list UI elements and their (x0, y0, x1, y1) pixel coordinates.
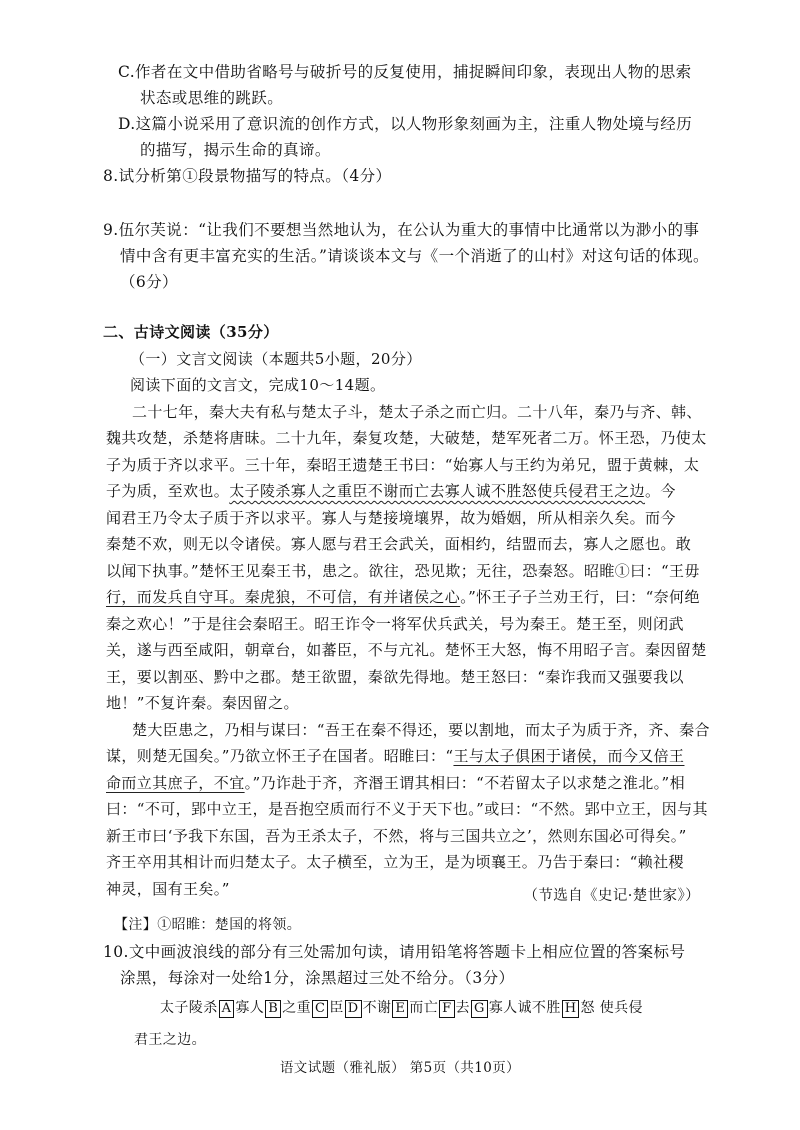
passage-text: 谋，则楚无国矣。”乃欲立怀王子在国者。昭睢曰：“ (106, 747, 454, 765)
answer-box-f[interactable]: F (439, 1000, 454, 1018)
sentence-segment: 怒 (580, 1000, 595, 1016)
question-9-line2: 情中含有更丰富充实的生活。”请谈谈本文与《一个消逝了的山村》对这句话的体现。 (120, 247, 709, 265)
subsection-title: （一）文言文阅读（本题共5小题，20分） (130, 350, 422, 368)
answer-box-e[interactable]: E (392, 1000, 408, 1018)
sentence-segment: 而亡 (409, 1000, 439, 1016)
passage-line: 关，遂与西至咸阳，朝章台，如蕃臣，不与亢礼。楚怀王大怒，悔不用昭子言。秦因留楚 (106, 641, 707, 659)
sentence-segment: 太子陵杀 (160, 1000, 218, 1016)
passage-line: 地！”不复许秦。秦因留之。 (106, 694, 299, 712)
passage-text: 。”怀王子子兰劝王行，曰：“奈何绝 (460, 588, 700, 606)
passage-line: 神灵，国有王矣。” (106, 880, 230, 898)
instruction: 阅读下面的文言文，完成10～14题。 (130, 376, 386, 394)
punctuation-answer-line: 君王之边。 (134, 1032, 206, 1048)
passage-line (106, 746, 684, 766)
passage-line: 曰：“不可，郢中立王，是吾抱空质而行不义于天下也。”或曰：“不然。郢中立王，因与其 (106, 800, 708, 818)
passage-line: 魏共攻楚，杀楚将唐昧。二十九年，秦复攻楚，大破楚，楚军死者二万。怀王恐，乃使太 (106, 429, 707, 447)
answer-box-h[interactable]: H (562, 1000, 580, 1018)
passage-line: 秦楚不欢，则无以令诸侯。寡人愿与君王会武关，面相约，结盟而去，寡人之愿也。敢 (106, 535, 692, 553)
underlined-sentence: 行，而发兵自守耳。秦虎狼，不可信，有并诸侯之心 (106, 588, 461, 606)
passage-line: 以闻下执事。”楚怀王见秦王书，患之。欲往，恐见欺；无往，恐秦怒。昭睢①曰：“王毋 (106, 562, 700, 580)
passage-line: 闻君王乃令太子质于齐以求平。寡人与楚接境壤界，故为婚姻，所从相亲久矣。而今 (106, 509, 676, 527)
sentence-segment: 臣 (329, 1000, 344, 1016)
passage-line: 秦之欢心！”于是往会秦昭王。昭王诈令一将军伏兵武关，号为秦王。楚王至，则闭武 (106, 615, 684, 633)
passage-text: 。今 (645, 482, 676, 500)
sentence-segment: 之重 (282, 1000, 311, 1016)
passage-line: 二十七年，秦大夫有私与楚太子斗，楚太子杀之而亡归。二十八年，秦乃与齐、韩、 (132, 403, 702, 421)
option-d-line2: 的描写，揭示生命的真谛。 (140, 141, 331, 159)
passage-line: 齐王卒用其相计而归楚太子。太子横至，立为王，是为顷襄王。乃告于秦曰：“赖社稷 (106, 853, 684, 871)
passage-line (106, 481, 676, 501)
passage-text: 。”乃诈赴于齐，齐湣王谓其相曰：“不若留太子以求楚之淮北。”相 (244, 774, 686, 792)
underlined-sentence: 命而立其庶子，不宜 (106, 774, 245, 792)
question-10-line2: 涂黑，每涂对一处给1分，涂黑超过三处不给分。（3分） (120, 969, 515, 987)
passage-text: 子为质，至欢也。 (106, 482, 230, 500)
option-c-line1: C.作者在文中借助省略号与破折号的反复使用，捕捉瞬间印象，表现出人物的思索 (118, 63, 692, 81)
footnote: 【注】①昭睢：楚国的将领。 (114, 917, 302, 933)
question-9-line3: （6分） (120, 273, 178, 291)
option-d-line1: D.这篇小说采用了意识流的创作方式，以人物形象刻画为主，注重人物处境与经历 (118, 115, 693, 133)
section-title: 二、古诗文阅读（35分） (103, 323, 279, 341)
passage-line: 新王市曰‘予我下东国，吾为王杀太子，不然，将与三国共立之’，然则东国必可得矣。” (106, 827, 687, 845)
underlined-sentence: 王与太子俱困于诸侯，而今又倍王 (453, 747, 685, 765)
answer-box-c[interactable]: C (312, 1000, 328, 1018)
answer-box-a[interactable]: A (219, 1000, 235, 1018)
sentence-segment: 不谢 (362, 1000, 392, 1016)
answer-box-g[interactable]: G (471, 1000, 488, 1018)
option-c-line2: 状态或思维的跳跃。 (140, 89, 284, 107)
sentence-segment: 去 (455, 1000, 470, 1016)
passage-line (106, 773, 685, 793)
question-10-line1: 10.文中画波浪线的部分有三处需加句读，请用铅笔将答题卡上相应位置的答案标号 (103, 943, 686, 961)
punctuation-answer-line (160, 998, 643, 1018)
sentence-segment: 寡人诚不胜 (488, 1000, 561, 1016)
sentence-segment: 使兵侵 (599, 1000, 643, 1016)
page-footer: 语文试题（雅礼版） 第5页（共10页） (279, 1060, 521, 1076)
passage-line: 楚大臣患之，乃相与谋曰：“吾王在秦不得还，要以割地，而太子为质于齐，齐、秦合 (132, 721, 710, 739)
answer-box-b[interactable]: B (265, 1000, 281, 1018)
passage-line: 王，要以割巫、黔中之郡。楚王欲盟，秦欲先得地。楚王怒曰：“秦诈我而又强要我以 (106, 668, 684, 686)
passage-line: 子为质于齐以求平。三十年，秦昭王遗楚王书曰：“始寡人与王约为弟兄，盟于黄棘，太 (106, 456, 700, 474)
question-8: 8.试分析第①段景物描写的特点。（4分） (103, 167, 392, 185)
answer-box-d[interactable]: D (345, 1000, 362, 1018)
wavy-underline-segment: 太子陵杀寡人之重臣不谢而亡去寡人诚不胜怒使兵侵君王之边 (229, 482, 646, 500)
source-citation: （节选自《史记·楚世家》） (523, 888, 700, 904)
passage-line (106, 587, 700, 607)
question-9-line1: 9.伍尔芙说：“让我们不要想当然地认为，在公认为重大的事情中比通常以为渺小的事 (103, 221, 700, 239)
sentence-segment: 寡人 (235, 1000, 265, 1016)
